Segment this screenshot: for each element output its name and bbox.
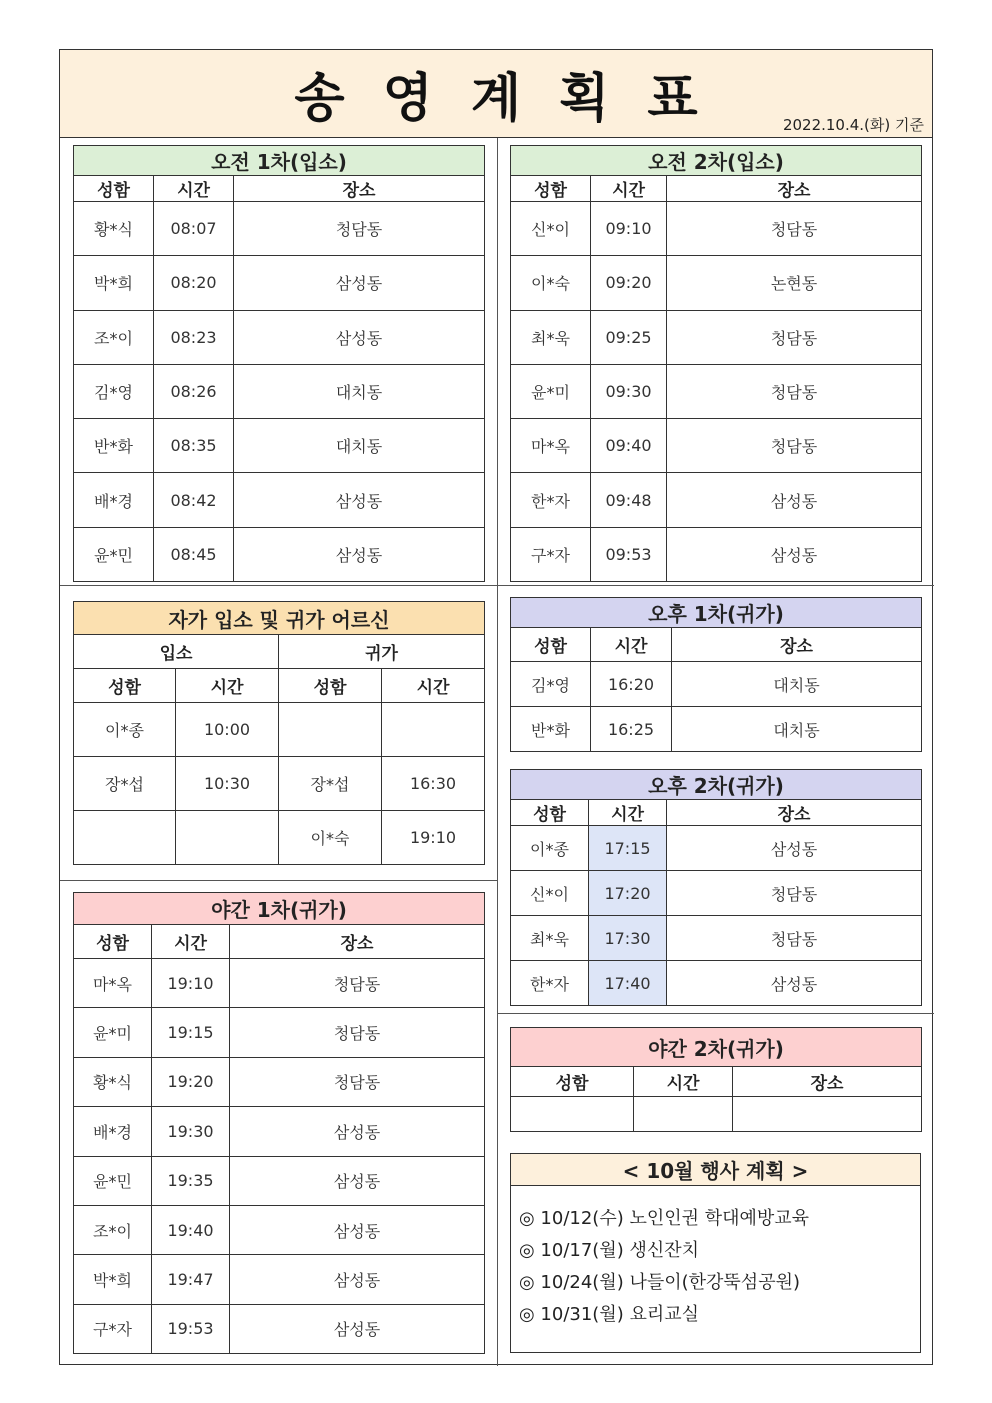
time-cell: 19:10 <box>152 959 230 1008</box>
table-row <box>511 826 922 871</box>
name-cell: 황*식 <box>74 202 154 256</box>
table-row <box>511 310 922 364</box>
time-cell: 19:53 <box>152 1304 230 1353</box>
col-time-header: 시간 <box>154 176 234 202</box>
self-caption: 자가 입소 및 귀가 어르신 <box>74 602 485 635</box>
table-row <box>511 419 922 473</box>
col-name-header: 성함 <box>511 628 591 662</box>
place-cell: 청담동 <box>667 871 922 916</box>
table-row <box>74 1008 485 1057</box>
place-cell: 청담동 <box>234 202 485 256</box>
table-row <box>511 202 922 256</box>
time-cell: 16:20 <box>591 662 672 707</box>
place-cell: 대치동 <box>234 419 485 473</box>
place-cell: 삼성동 <box>234 310 485 364</box>
in-time-cell <box>176 811 279 865</box>
table-row <box>74 473 485 527</box>
place-cell: 대치동 <box>672 707 922 752</box>
table-row <box>511 871 922 916</box>
col-name-header: 성함 <box>74 669 176 703</box>
name-cell: 반*화 <box>74 419 154 473</box>
col-name-header: 성함 <box>74 925 152 959</box>
name-cell: 반*화 <box>511 707 591 752</box>
place-cell: 삼성동 <box>234 527 485 581</box>
time-cell: 19:40 <box>152 1205 230 1254</box>
empty-cell <box>733 1097 922 1132</box>
in-time-cell: 10:30 <box>176 757 279 811</box>
time-cell: 08:26 <box>154 364 234 418</box>
event-item: ◎ 10/12(수) 노인인권 학대예방교육 <box>519 1208 810 1229</box>
am1-table <box>73 145 485 582</box>
pm1-caption: 오후 1차(귀가) <box>511 598 922 628</box>
table-row <box>74 202 485 256</box>
night1-caption: 야간 1차(귀가) <box>74 893 485 925</box>
place-cell: 삼성동 <box>230 1156 485 1205</box>
col-name-header: 성함 <box>511 176 591 202</box>
place-cell: 청담동 <box>230 1008 485 1057</box>
out-name-cell: 이*숙 <box>279 811 382 865</box>
in-name-cell <box>74 811 176 865</box>
col-time-header: 시간 <box>591 176 667 202</box>
name-cell: 신*이 <box>511 202 591 256</box>
col-time-header: 시간 <box>591 628 672 662</box>
table-row <box>74 811 485 865</box>
place-cell: 대치동 <box>672 662 922 707</box>
table-row <box>74 419 485 473</box>
place-cell: 청담동 <box>230 1057 485 1106</box>
header <box>60 50 932 138</box>
time-cell: 08:45 <box>154 527 234 581</box>
place-cell: 청담동 <box>667 364 922 418</box>
am2-table <box>510 145 922 582</box>
name-cell: 신*이 <box>511 871 589 916</box>
out-time-cell <box>382 703 485 757</box>
col-name-header: 성함 <box>279 669 382 703</box>
name-cell: 마*옥 <box>511 419 591 473</box>
out-time-cell: 19:10 <box>382 811 485 865</box>
name-cell: 김*영 <box>74 364 154 418</box>
table-row <box>511 961 922 1006</box>
name-cell: 황*식 <box>74 1057 152 1106</box>
time-cell: 08:35 <box>154 419 234 473</box>
table-row <box>74 527 485 581</box>
night2-table <box>510 1027 922 1132</box>
column-divider <box>497 138 498 1366</box>
pm2-table <box>510 769 922 1006</box>
name-cell: 마*옥 <box>74 959 152 1008</box>
events-caption: < 10월 행사 계획 > <box>511 1154 921 1186</box>
table-row <box>511 916 922 961</box>
place-cell: 삼성동 <box>667 527 922 581</box>
table-row <box>74 1057 485 1106</box>
time-cell: 09:25 <box>591 310 667 364</box>
time-cell: 09:20 <box>591 256 667 310</box>
col-name-header: 성함 <box>74 176 154 202</box>
place-cell: 삼성동 <box>667 473 922 527</box>
time-cell: 09:53 <box>591 527 667 581</box>
name-cell: 윤*미 <box>74 1008 152 1057</box>
place-cell: 청담동 <box>667 202 922 256</box>
time-cell: 08:07 <box>154 202 234 256</box>
table-row <box>74 256 485 310</box>
time-cell: 09:48 <box>591 473 667 527</box>
section-divider <box>60 880 497 881</box>
name-cell: 이*종 <box>511 826 589 871</box>
table-row <box>74 364 485 418</box>
section-divider <box>60 585 934 586</box>
name-cell: 윤*민 <box>74 1156 152 1205</box>
time-cell: 19:35 <box>152 1156 230 1205</box>
place-cell: 삼성동 <box>230 1304 485 1353</box>
in-name-cell: 장*섭 <box>74 757 176 811</box>
night2-caption: 야간 2차(귀가) <box>511 1028 922 1067</box>
base-date: 2022.10.4.(화) 기준 <box>782 116 924 134</box>
section-divider <box>497 1013 934 1014</box>
time-cell: 19:47 <box>152 1255 230 1304</box>
event-item: ◎ 10/17(월) 생신잔치 <box>519 1240 700 1261</box>
col-time-header: 시간 <box>176 669 279 703</box>
table-row <box>74 757 485 811</box>
night1-table <box>73 892 485 1354</box>
time-cell: 09:10 <box>591 202 667 256</box>
name-cell: 최*욱 <box>511 916 589 961</box>
col-place-header: 장소 <box>733 1067 922 1097</box>
out-time-cell: 16:30 <box>382 757 485 811</box>
time-cell: 09:40 <box>591 419 667 473</box>
name-cell: 김*영 <box>511 662 591 707</box>
page-title: 송영계획표 <box>294 69 736 129</box>
place-cell: 삼성동 <box>234 473 485 527</box>
name-cell: 최*욱 <box>511 310 591 364</box>
in-name-cell: 이*종 <box>74 703 176 757</box>
event-item: ◎ 10/24(월) 나들이(한강뚝섬공원) <box>519 1272 800 1293</box>
time-cell: 09:30 <box>591 364 667 418</box>
events-table <box>510 1153 921 1186</box>
place-cell: 대치동 <box>234 364 485 418</box>
time-cell: 19:20 <box>152 1057 230 1106</box>
self-table <box>73 601 485 865</box>
time-cell: 17:30 <box>589 916 667 961</box>
name-cell: 배*경 <box>74 473 154 527</box>
table-row <box>511 707 922 752</box>
col-time-header: 시간 <box>634 1067 733 1097</box>
name-cell: 구*자 <box>74 1304 152 1353</box>
col-time-header: 시간 <box>382 669 485 703</box>
col-place-header: 장소 <box>234 176 485 202</box>
table-row <box>74 1156 485 1205</box>
name-cell: 조*이 <box>74 310 154 364</box>
place-cell: 삼성동 <box>230 1255 485 1304</box>
col-place-header: 장소 <box>672 628 922 662</box>
name-cell: 한*자 <box>511 961 589 1006</box>
out-name-cell <box>279 703 382 757</box>
am1-caption: 오전 1차(입소) <box>74 146 485 176</box>
time-cell: 16:25 <box>591 707 672 752</box>
table-row <box>511 527 922 581</box>
self-out-header: 귀가 <box>279 635 485 669</box>
in-time-cell: 10:00 <box>176 703 279 757</box>
col-place-header: 장소 <box>667 176 922 202</box>
table-row <box>511 364 922 418</box>
pm2-caption: 오후 2차(귀가) <box>511 770 922 800</box>
place-cell: 삼성동 <box>667 826 922 871</box>
name-cell: 윤*민 <box>74 527 154 581</box>
table-row <box>74 310 485 364</box>
name-cell: 조*이 <box>74 1205 152 1254</box>
place-cell: 삼성동 <box>667 961 922 1006</box>
time-cell: 08:23 <box>154 310 234 364</box>
am2-caption: 오전 2차(입소) <box>511 146 922 176</box>
table-row <box>74 1107 485 1156</box>
self-in-header: 입소 <box>74 635 279 669</box>
col-name-header: 성함 <box>511 1067 634 1097</box>
name-cell: 이*숙 <box>511 256 591 310</box>
time-cell: 17:15 <box>589 826 667 871</box>
table-row <box>74 1304 485 1353</box>
place-cell: 논현동 <box>667 256 922 310</box>
time-cell: 17:40 <box>589 961 667 1006</box>
time-cell: 19:15 <box>152 1008 230 1057</box>
pm1-table <box>510 597 922 752</box>
place-cell: 청담동 <box>667 310 922 364</box>
name-cell: 구*자 <box>511 527 591 581</box>
table-row <box>74 959 485 1008</box>
name-cell: 한*자 <box>511 473 591 527</box>
name-cell: 윤*미 <box>511 364 591 418</box>
table-row <box>74 1205 485 1254</box>
col-place-header: 장소 <box>667 800 922 826</box>
time-cell: 08:42 <box>154 473 234 527</box>
place-cell: 삼성동 <box>234 256 485 310</box>
table-row <box>511 256 922 310</box>
table-row <box>74 1255 485 1304</box>
table-row <box>74 703 485 757</box>
name-cell: 박*희 <box>74 1255 152 1304</box>
event-item: ◎ 10/31(월) 요리교실 <box>519 1304 700 1325</box>
events-list <box>510 1185 921 1353</box>
table-row <box>511 473 922 527</box>
time-cell: 08:20 <box>154 256 234 310</box>
place-cell: 청담동 <box>667 916 922 961</box>
col-place-header: 장소 <box>230 925 485 959</box>
col-name-header: 성함 <box>511 800 589 826</box>
place-cell: 삼성동 <box>230 1205 485 1254</box>
name-cell: 박*희 <box>74 256 154 310</box>
table-row <box>511 662 922 707</box>
time-cell: 17:20 <box>589 871 667 916</box>
col-time-header: 시간 <box>589 800 667 826</box>
place-cell: 삼성동 <box>230 1107 485 1156</box>
name-cell: 배*경 <box>74 1107 152 1156</box>
out-name-cell: 장*섭 <box>279 757 382 811</box>
empty-cell <box>634 1097 733 1132</box>
empty-cell <box>511 1097 634 1132</box>
place-cell: 청담동 <box>667 419 922 473</box>
place-cell: 청담동 <box>230 959 485 1008</box>
time-cell: 19:30 <box>152 1107 230 1156</box>
col-time-header: 시간 <box>152 925 230 959</box>
